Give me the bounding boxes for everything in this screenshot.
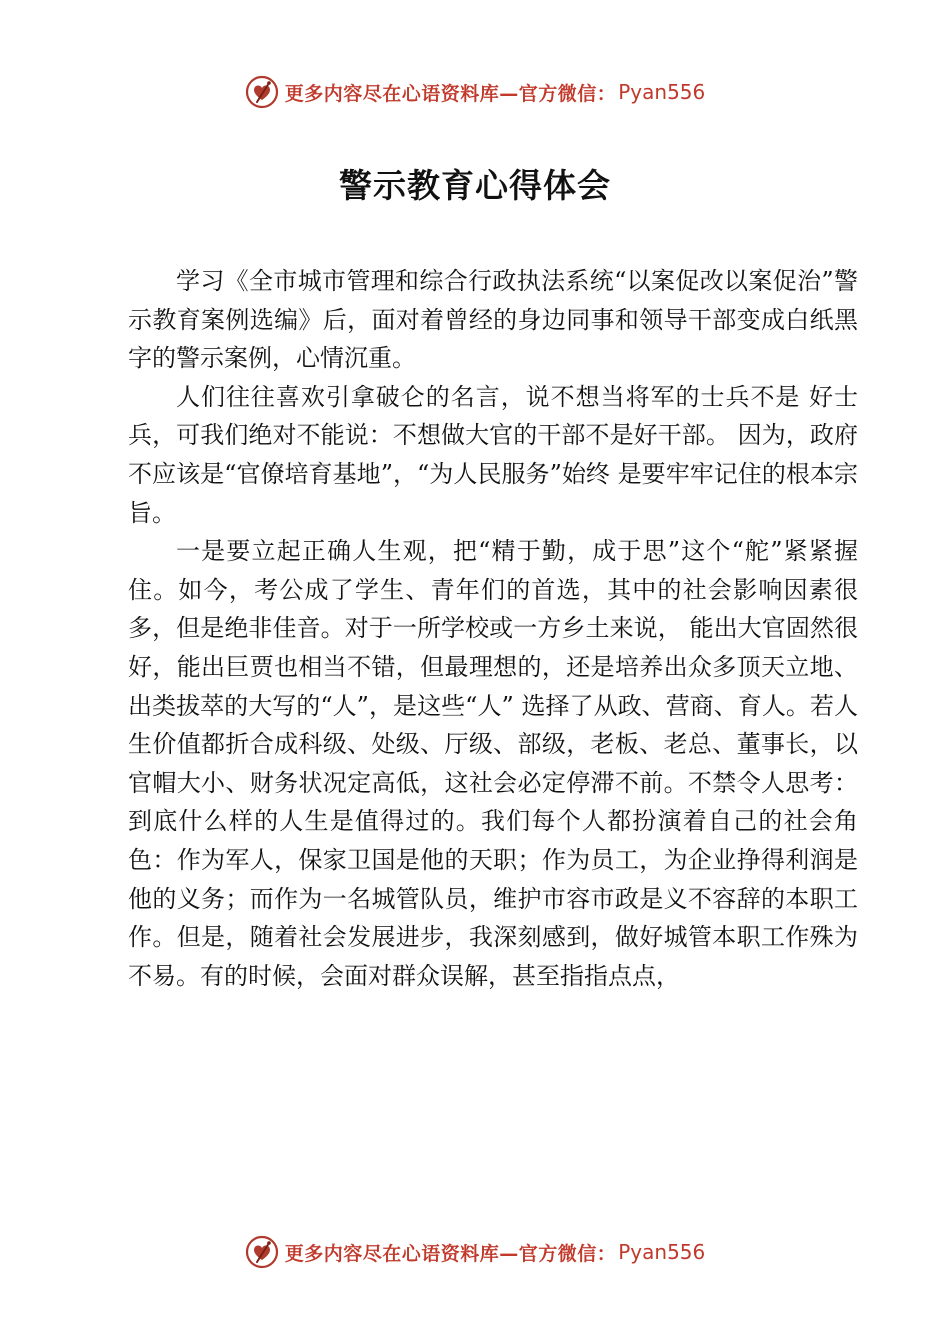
header-watermark-text: 更多内容尽在心语资料库—官方微信： [284, 82, 617, 105]
heart-pen-logo-icon [245, 1235, 279, 1269]
footer-watermark-text: 更多内容尽在心语资料库—官方微信： [284, 1242, 617, 1265]
footer-watermark-banner [0, 1230, 950, 1274]
footer-wechat-id: Pyan556 [618, 1240, 706, 1264]
paragraph: 学习《全市城市管理和综合行政执法系统“以案促改以案促治”警示教育案例选编》后，面对着曾经的身边同事和领导干部变成白纸黑字的警示案例，心情沉重。 [128, 267, 858, 373]
document-body [128, 262, 858, 995]
heart-pen-logo-icon [245, 75, 279, 109]
document-title: 警示教育心得体会 [339, 166, 611, 205]
paragraph: 人们往往喜欢引拿破仑的名言，说不想当将军的士兵不是 好士兵，可我们绝对不能说：不想做大官的干部不是好干部。 因为，政府不应该是“官僚培育基地”，“为人民服务”始终 是要牢牢记住的根本宗旨。 [128, 382, 858, 527]
header-wechat-id: Pyan556 [618, 80, 706, 104]
paragraph: 一是要立起正确人生观，把“精于勤，成于思”这个“舵”紧紧握住。如今，考公成了学生、青年们的首选，其中的社会影响因素很多，但是绝非佳音。对于一所学校或一方乡土来说， 能出大官固然很好，能出巨贾也相当不错，但最理想的，还是培养出众多顶天立地、出类拔萃的大写的“人”，是这些“人” 选择了从政、营商、育人。若人生价值都折合成科级、处级、厅级、部级，老板、老总、董事长，以官帽大小、财务状况定高低，这社会必定停滞不前。不禁令人思考：到底什么样的人生是值得过的。我们每个人都扮演着自己的社会角色：作为军人，保家卫国是他的天职；作为员工，为企业挣得利润是他的义务；而作为一名城管队员，维护市容市政是义不容辞的本职工作。但是，随着社会发展进步，我深刻感到，做好城管本职工作殊为不易。有的时候，会面对群众误解，甚至指指点点， [128, 537, 858, 990]
header-watermark-banner [0, 70, 950, 114]
